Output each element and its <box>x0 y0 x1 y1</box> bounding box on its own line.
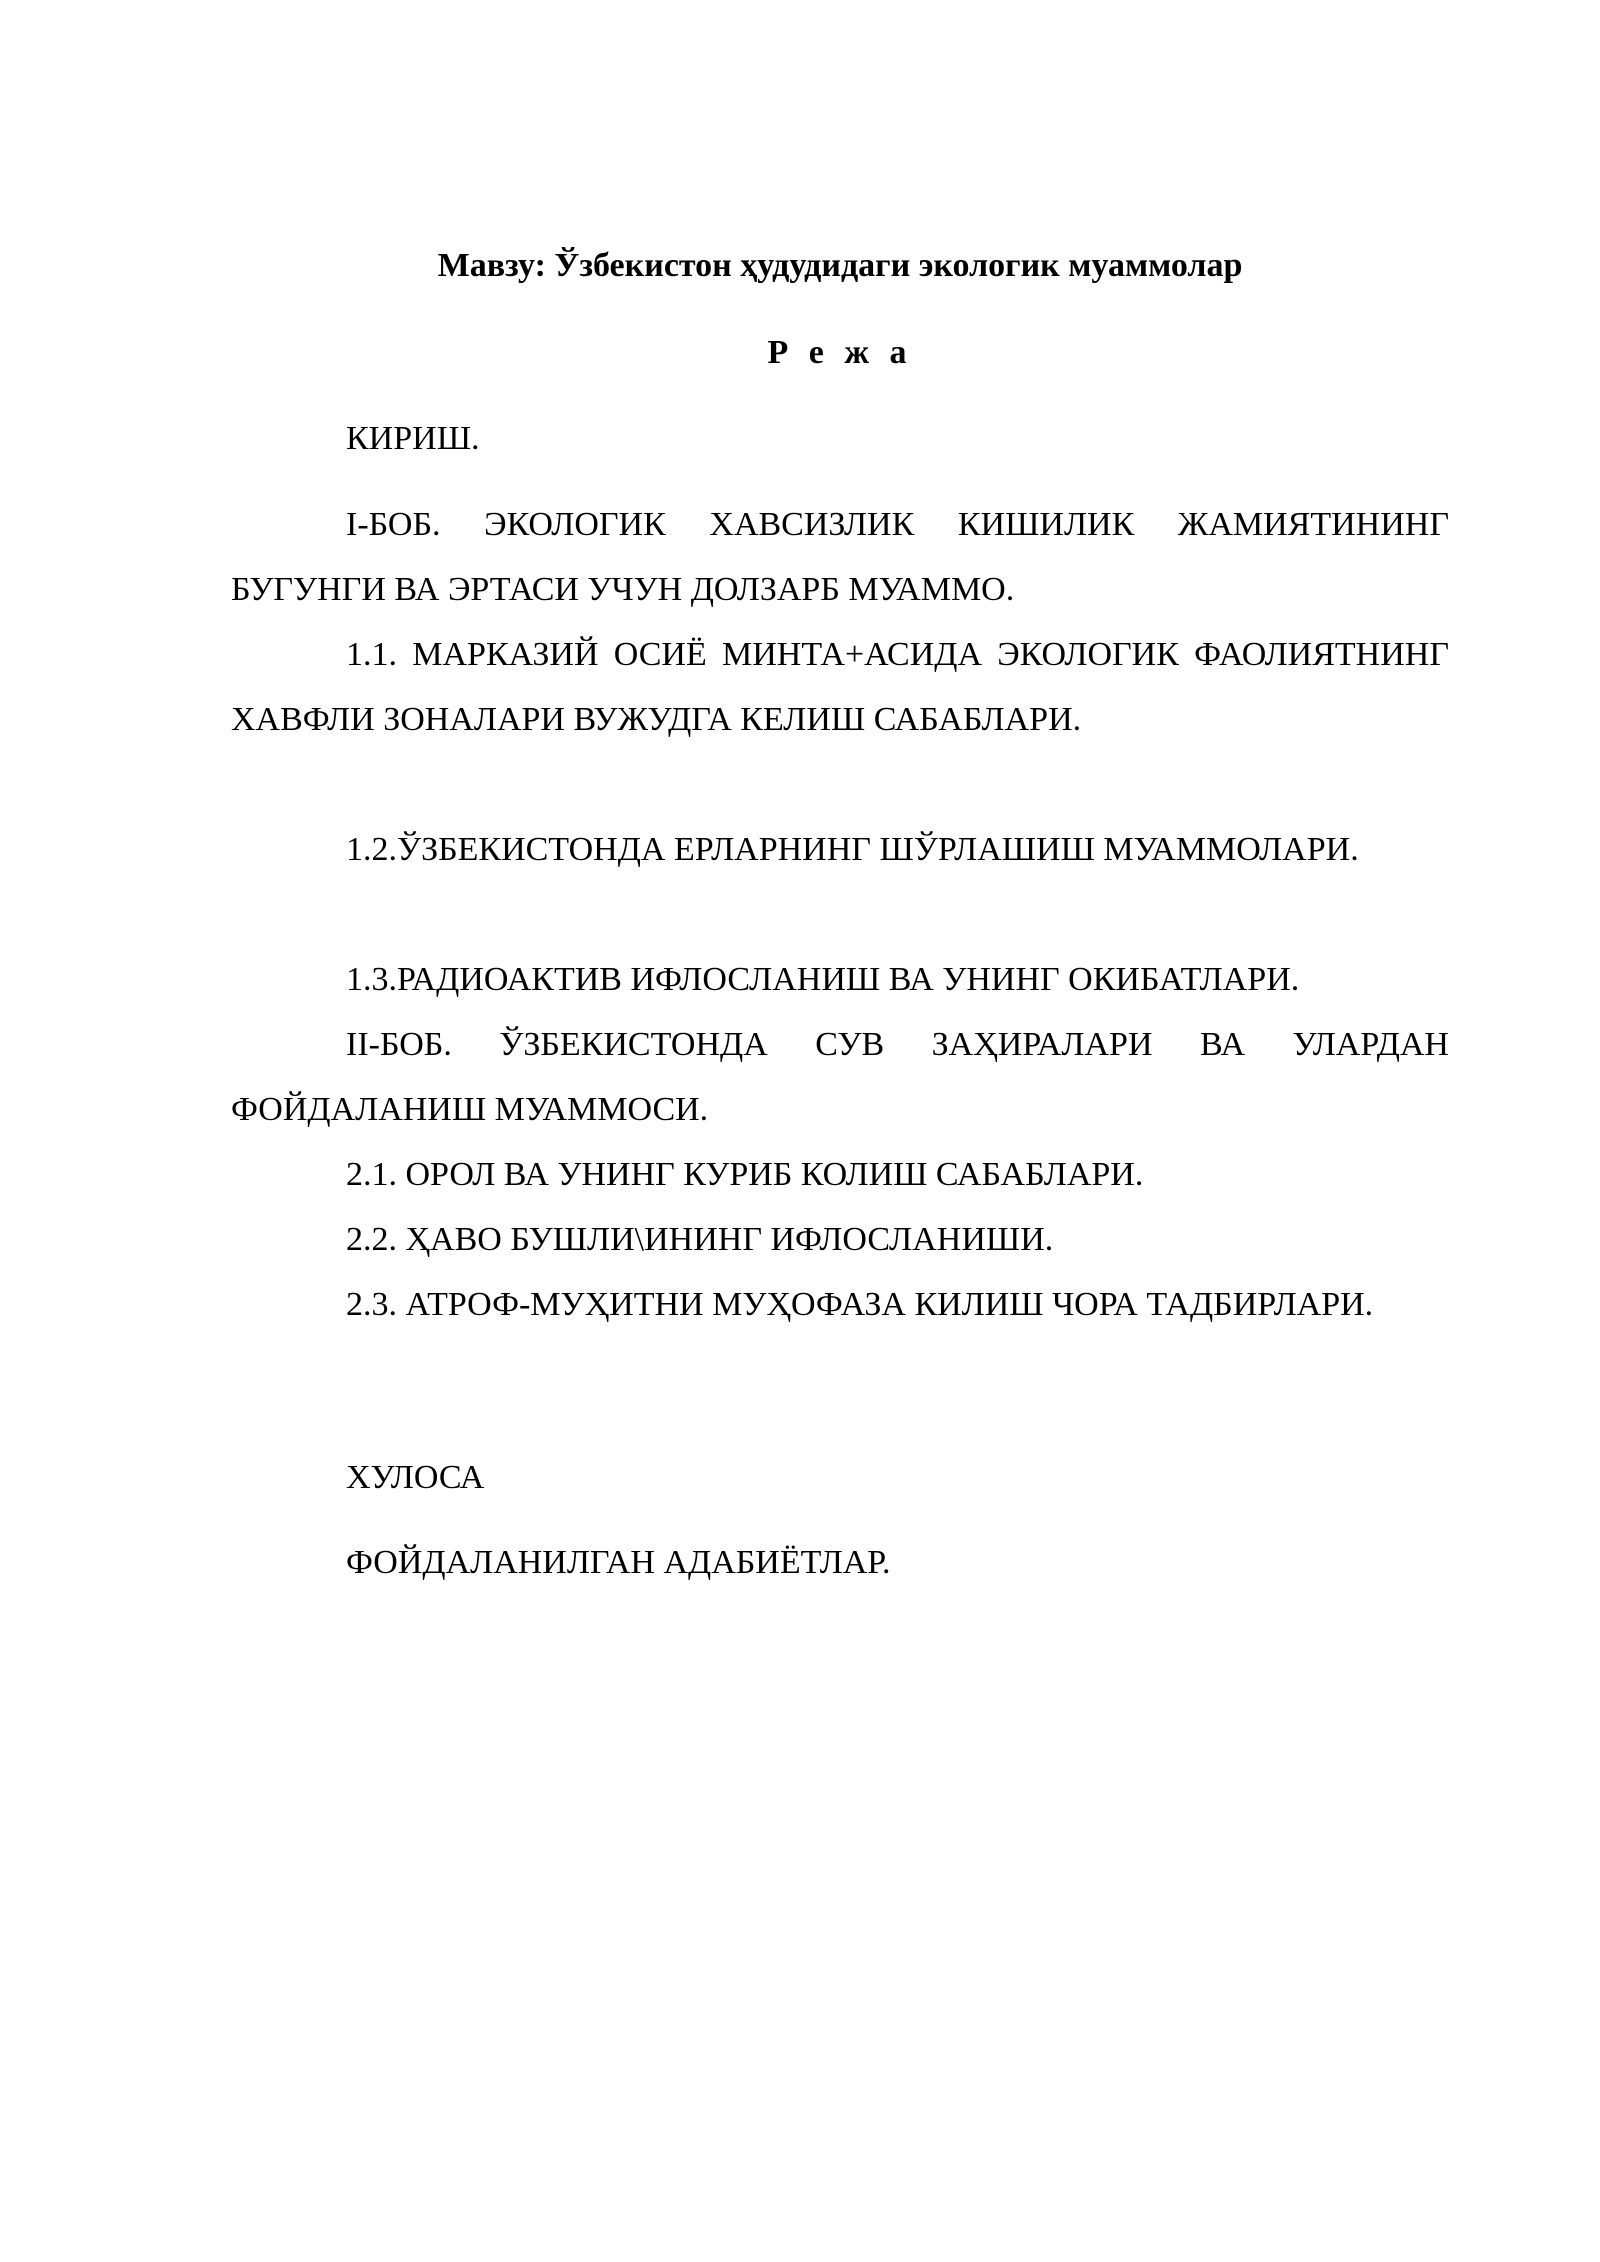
plan-item-conclusion: ХУЛОСА <box>346 1459 485 1496</box>
plan-heading: Р е ж а <box>767 334 913 371</box>
plan-item-chapter-1: I-БОБ. ЭКОЛОГИК ХАВСИЗЛИК КИШИЛИК ЖАМИЯТИНИНГ БУГУНГИ ВА ЭРТАСИ УЧУН ДОЛЗАРБ МУАММО. <box>231 506 1449 608</box>
plan-item-1-1: 1.1. МАРКАЗИЙ ОСИЁ МИНТА+АСИДА ЭКОЛОГИК ФАОЛИЯТНИНГ ХАВФЛИ ЗОНАЛАРИ ВУЖУДГА КЕЛИШ САБАБЛАРИ. <box>231 636 1449 738</box>
plan-item-1-2: 1.2.ЎЗБЕКИСТОНДА ЕРЛАРНИНГ ШЎРЛАШИШ МУАММОЛАРИ. <box>346 831 1359 868</box>
plan-item-introduction: КИРИШ. <box>346 420 480 457</box>
plan-item-2-2: 2.2. ҲАВО БУШЛИ\ИНИНГ ИФЛОСЛАНИШИ. <box>346 1221 1054 1258</box>
plan-item-2-3: 2.3. АТРОФ-МУҲИТНИ МУҲОФАЗА КИЛИШ ЧОРА ТАДБИРЛАРИ. <box>346 1286 1374 1323</box>
plan-item-2-1: 2.1. ОРОЛ ВА УНИНГ КУРИБ КОЛИШ САБАБЛАРИ. <box>346 1156 1144 1193</box>
plan-item-references: ФОЙДАЛАНИЛГАН АДАБИЁТЛАР. <box>346 1544 891 1581</box>
plan-item-1-3: 1.3.РАДИОАКТИВ ИФЛОСЛАНИШ ВА УНИНГ ОКИБАТЛАРИ. <box>346 961 1300 998</box>
document-title: Мавзу: Ўзбекистон ҳудудидаги экологик муаммолар <box>437 247 1243 284</box>
plan-item-chapter-2: II-БОБ. ЎЗБЕКИСТОНДА СУВ ЗАҲИРАЛАРИ ВА УЛАРДАН ФОЙДАЛАНИШ МУАММОСИ. <box>231 1026 1449 1128</box>
